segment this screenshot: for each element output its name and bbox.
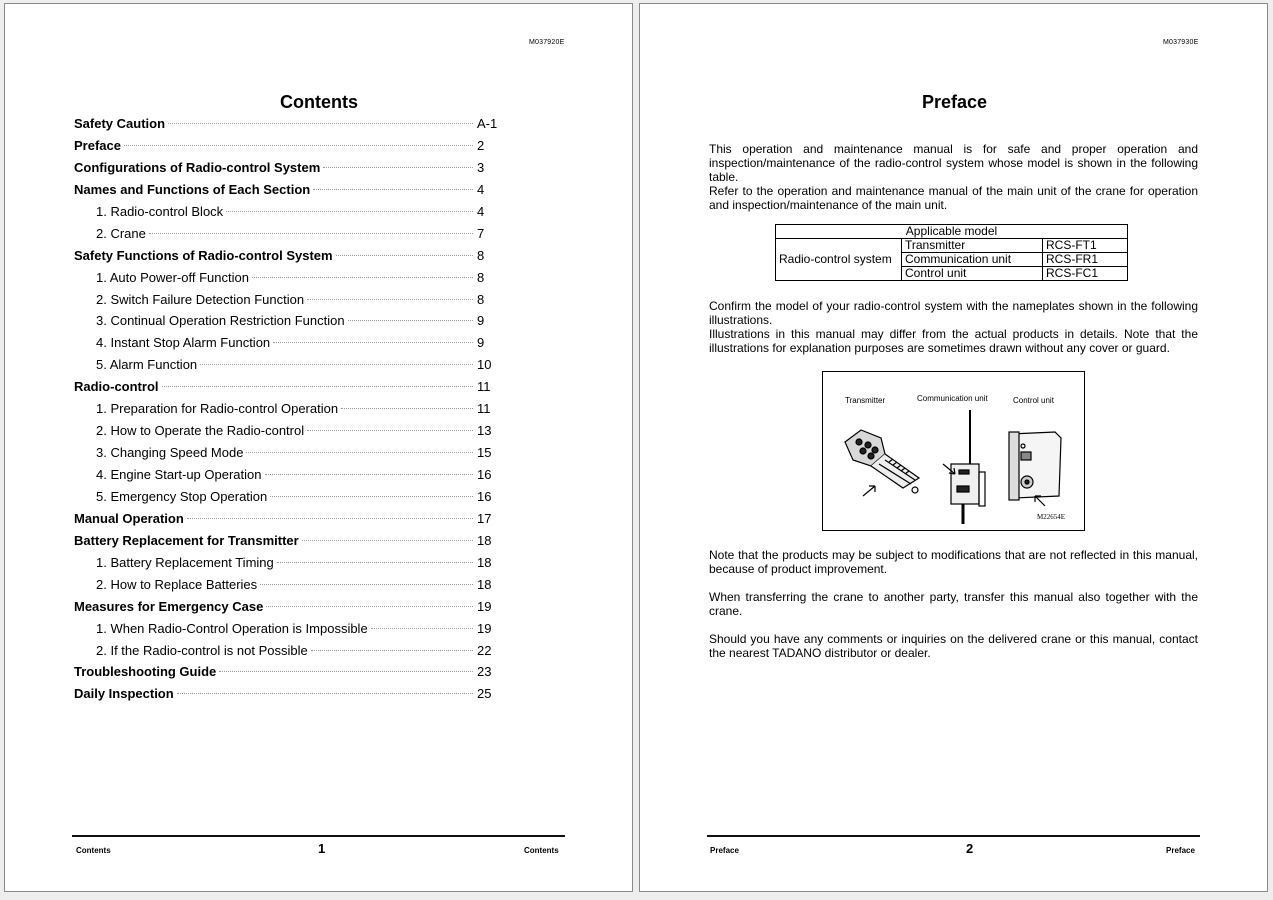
document-code: M037930E (1163, 39, 1199, 46)
toc-leader-dots (265, 474, 474, 475)
toc-leader-dots (336, 255, 473, 256)
toc-entry[interactable] (74, 445, 499, 467)
toc-entry[interactable] (74, 182, 499, 204)
table-of-contents (74, 116, 499, 708)
toc-entry-page: 22 (477, 642, 492, 658)
toc-entry-page: 18 (477, 576, 492, 592)
toc-entry[interactable] (74, 313, 499, 335)
toc-entry-page: 9 (477, 313, 485, 329)
toc-leader-dots (246, 452, 473, 453)
figure-code: M22654E (1037, 513, 1065, 521)
toc-leader-dots (307, 430, 473, 431)
toc-entry[interactable] (74, 643, 499, 665)
toc-entry-page: 18 (477, 554, 492, 570)
toc-entry[interactable] (74, 138, 499, 160)
transmitter-drawing-icon (845, 430, 919, 496)
toc-entry-label: 2. Crane (96, 225, 146, 241)
table-cell-unit: Transmitter (902, 239, 1043, 253)
toc-leader-dots (226, 211, 473, 212)
footer-section-left: Contents (76, 846, 111, 855)
toc-entry-page: 11 (477, 379, 491, 395)
preface-paragraph-3: Note that the products may be subject to modifications that are not reflected in this manual, because of product improvement. (709, 548, 1198, 576)
page-number: 2 (966, 841, 974, 856)
toc-entry-page: 4 (477, 203, 485, 219)
table-group-label: Radio-control system (776, 239, 902, 281)
toc-leader-dots (311, 650, 473, 651)
toc-leader-dots (252, 277, 473, 278)
page-title: Contents (280, 92, 358, 112)
table-cell-unit: Communication unit (902, 253, 1043, 267)
page-number: 1 (318, 841, 326, 856)
toc-entry-page: 2 (477, 137, 485, 153)
toc-entry-label: Safety Functions of Radio-control System (74, 247, 333, 263)
toc-leader-dots (348, 320, 473, 321)
toc-entry-page: 9 (477, 335, 485, 351)
toc-leader-dots (270, 496, 473, 497)
page-preface (639, 3, 1268, 892)
toc-entry-page: 4 (477, 181, 485, 197)
toc-leader-dots (187, 518, 473, 519)
table-header: Applicable model (776, 225, 1128, 239)
toc-entry-label: Troubleshooting Guide (74, 664, 217, 680)
toc-entry-label: 4. Instant Stop Alarm Function (96, 335, 271, 351)
preface-paragraph-1: This operation and maintenance manual is for safe and proper operation and inspection/maintenance of the radio-control system whose model is shown in the following table. Refer to the operation and maintenance manual of the main unit of the crane for operation and inspection/maintenance of the main unit. (709, 142, 1198, 212)
toc-entry-label: Configurations of Radio-control System (74, 159, 321, 175)
toc-entry[interactable] (74, 621, 499, 643)
toc-entry[interactable] (74, 664, 499, 686)
toc-entry[interactable] (74, 292, 499, 314)
toc-leader-dots (177, 693, 473, 694)
figure-label-communication-unit: Communication unit (917, 394, 988, 403)
toc-entry-page: 10 (477, 357, 492, 373)
toc-entry[interactable] (74, 686, 499, 708)
toc-entry-label: 1. Auto Power-off Function (96, 269, 249, 285)
toc-entry[interactable] (74, 423, 499, 445)
toc-entry-label: 2. Switch Failure Detection Function (96, 291, 305, 307)
toc-entry-page: 11 (477, 401, 491, 417)
toc-entry-label: 1. Battery Replacement Timing (96, 554, 274, 570)
toc-entry-label: 4. Engine Start-up Operation (96, 467, 262, 482)
toc-entry-label: 1. When Radio-Control Operation is Impossible (96, 620, 368, 636)
toc-entry[interactable] (74, 226, 499, 248)
page-title: Preface (921, 92, 988, 112)
footer-section-right: Contents (524, 846, 559, 855)
toc-entry-page: 16 (477, 488, 492, 504)
toc-leader-dots (266, 606, 473, 607)
page-contents (4, 3, 633, 892)
toc-leader-dots (260, 584, 473, 585)
table-cell-model: RCS-FC1 (1043, 267, 1128, 281)
toc-leader-dots (302, 540, 473, 541)
preface-paragraph-4: When transferring the crane to another party, transfer this manual also together with the crane. (709, 590, 1198, 618)
figure-label-control-unit: Control unit (1013, 396, 1054, 405)
toc-entry-page: 16 (477, 467, 492, 482)
toc-entry-page: 15 (477, 445, 492, 461)
toc-leader-dots (277, 562, 473, 563)
toc-leader-dots (323, 167, 473, 168)
toc-entry[interactable] (74, 467, 499, 489)
footer-section-left: Preface (710, 846, 739, 855)
toc-entry-page: 25 (477, 686, 492, 702)
toc-entry[interactable] (74, 335, 499, 357)
toc-entry-label: Daily Inspection (74, 686, 174, 702)
toc-entry[interactable] (74, 204, 499, 226)
illustration-drawing (823, 372, 1086, 532)
footer-divider (707, 835, 1200, 837)
toc-entry-label: 1. Preparation for Radio-control Operation (96, 401, 339, 417)
toc-entry-label: Measures for Emergency Case (74, 598, 264, 614)
toc-entry-label: 3. Continual Operation Restriction Function (96, 313, 345, 329)
toc-entry[interactable] (74, 270, 499, 292)
toc-entry-label: 1. Radio-control Block (96, 203, 224, 219)
toc-entry-page: 3 (477, 159, 485, 175)
toc-entry-label: Manual Operation (74, 510, 184, 526)
toc-entry-label: 2. How to Replace Batteries (96, 576, 258, 592)
toc-leader-dots (313, 189, 473, 190)
toc-leader-dots (273, 342, 473, 343)
toc-entry-page: 23 (477, 664, 492, 680)
toc-entry[interactable] (74, 577, 499, 599)
toc-entry-page: 7 (477, 225, 485, 241)
toc-entry-label: 2. If the Radio-control is not Possible (96, 642, 308, 658)
communication-unit-drawing-icon (943, 410, 985, 524)
toc-entry-label: 5. Alarm Function (96, 357, 198, 373)
document-code: M037920E (529, 39, 565, 46)
toc-entry[interactable] (74, 379, 499, 401)
toc-entry[interactable] (74, 401, 499, 423)
toc-leader-dots (168, 123, 473, 124)
toc-leader-dots (307, 299, 473, 300)
toc-entry-page: 17 (477, 510, 492, 526)
toc-entry-page: 19 (477, 598, 492, 614)
toc-entry-page: 18 (477, 532, 492, 548)
toc-entry-label: Radio-control (74, 379, 159, 395)
toc-entry[interactable] (74, 248, 499, 270)
toc-entry-label: 2. How to Operate the Radio-control (96, 423, 305, 439)
toc-entry-page: 8 (477, 291, 485, 307)
toc-leader-dots (124, 145, 473, 146)
table-cell-model: RCS-FT1 (1043, 239, 1128, 253)
table-cell-unit: Control unit (902, 267, 1043, 281)
toc-entry[interactable] (74, 357, 499, 379)
toc-entry[interactable] (74, 116, 499, 138)
toc-entry-label: Preface (74, 137, 121, 153)
toc-entry-page: 8 (477, 269, 485, 285)
toc-entry[interactable] (74, 160, 499, 182)
toc-leader-dots (162, 386, 474, 387)
toc-entry[interactable] (74, 599, 499, 621)
toc-entry-label: Safety Caution (74, 116, 166, 131)
control-unit-drawing-icon (1009, 432, 1061, 506)
toc-leader-dots (149, 233, 473, 234)
toc-entry[interactable] (74, 555, 499, 577)
toc-entry-page: A-1 (477, 116, 498, 131)
footer-section-right: Preface (1166, 846, 1195, 855)
applicable-model-table (775, 224, 1128, 281)
table-cell-model: RCS-FR1 (1043, 253, 1128, 267)
toc-entry-label: 3. Changing Speed Mode (96, 445, 244, 461)
toc-entry[interactable] (74, 533, 499, 555)
toc-entry-page: 19 (477, 620, 492, 636)
toc-entry-page: 13 (477, 423, 492, 439)
footer-divider (72, 835, 565, 837)
toc-entry[interactable] (74, 511, 499, 533)
toc-entry-label: Battery Replacement for Transmitter (74, 532, 299, 548)
figure-label-transmitter: Transmitter (845, 396, 886, 405)
toc-leader-dots (341, 408, 473, 409)
toc-entry[interactable] (74, 489, 499, 511)
toc-leader-dots (371, 628, 473, 629)
toc-entry-label: 5. Emergency Stop Operation (96, 488, 268, 504)
preface-paragraph-5: Should you have any comments or inquiries on the delivered crane or this manual, contact the nearest TADANO distributor or dealer. (709, 632, 1198, 660)
toc-leader-dots (200, 364, 473, 365)
preface-paragraph-2: Confirm the model of your radio-control system with the nameplates shown in the following illustrations. Illustrations in this manual may differ from the actual products in details. Note that the illustrations for explanation purposes are sometimes drawn without any cover or guard. (709, 299, 1198, 355)
toc-entry-page: 8 (477, 247, 485, 263)
toc-entry-label: Names and Functions of Each Section (74, 181, 311, 197)
toc-leader-dots (219, 671, 473, 672)
product-illustration (822, 371, 1085, 531)
